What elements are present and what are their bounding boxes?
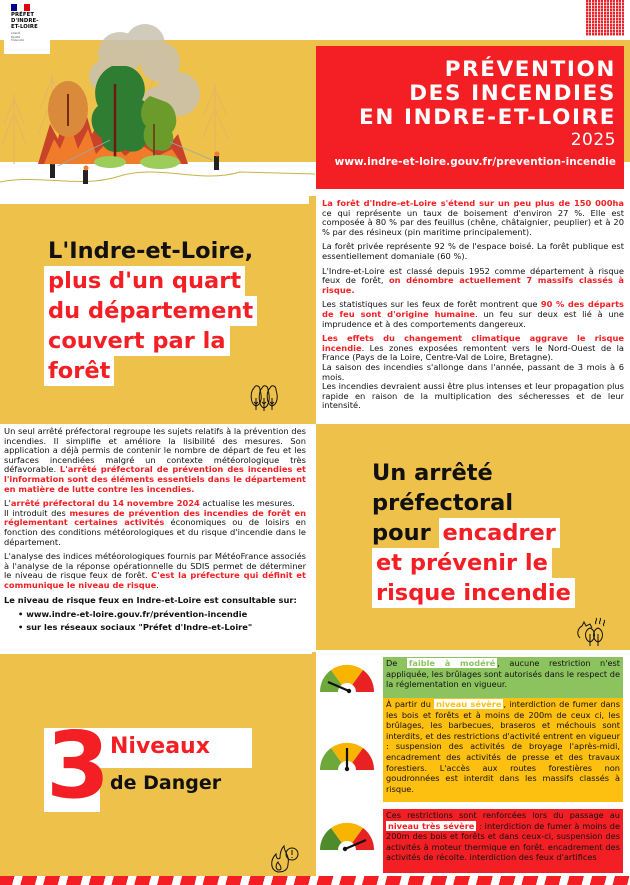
level-tag: faible à modéré	[408, 658, 496, 668]
forest-paragraph	[322, 242, 624, 261]
level-very-severe-box	[383, 809, 623, 873]
logo-line: D'INDRE-	[11, 18, 39, 24]
logo-line: PRÉFET	[11, 12, 35, 18]
body-text: La forêt privée représente 92 % de l'espace boisé. La forêt publique est essentiellement domaniale (60 %).	[322, 241, 624, 261]
trees-icon	[248, 380, 280, 412]
forest-paragraph	[322, 267, 624, 296]
arrete-heading-black: préfectoral	[372, 490, 514, 516]
highlight-text: mesures de prévention des incendies de forêt en réglementant certaines activités	[4, 507, 306, 528]
body-text: Un seul arrêté préfectoral regroupe les sujets relatifs à la prévention des incendies. Il simplifie et améliore la lisibilité des mesures. Son application a déjà permis de contenir le nombre de départ de feu et les surfaces incendiées malgré un contexte météorologique très défavorable.	[4, 426, 306, 475]
title-box	[316, 46, 624, 189]
body-text: À partir du	[386, 699, 435, 709]
forest-text	[322, 199, 624, 416]
body-text: , aucune restriction n'est appliquée, les brûlages sont autorisés dans le respect de la réglementation en vigueur.	[386, 658, 620, 690]
fire-warning-icon	[268, 842, 300, 874]
consult-list	[4, 610, 306, 632]
levels-number: 3	[46, 712, 111, 819]
forest-heading-red: couvert par la	[44, 326, 230, 356]
body-text: L'Indre-et-Loire est classé depuis 1952 comme département à risque feux de forêt,	[322, 265, 624, 286]
arrete-heading-red: encadrer	[439, 518, 560, 548]
arrete-paragraph	[4, 552, 306, 590]
title-line: DES INCENDIES	[409, 81, 616, 106]
motto-line: Fraternité	[11, 39, 24, 43]
motto-line: Liberté	[11, 32, 21, 35]
gauge-low-icon	[316, 660, 378, 694]
title-year: 2025	[570, 130, 616, 150]
logo-motto	[11, 32, 24, 43]
gauge-very-severe-icon	[316, 818, 378, 852]
title-line: PRÉVENTION	[444, 57, 616, 82]
consult-link-social[interactable]: • sur les réseaux sociaux "Préfet d'Indre-et-Loire"	[18, 623, 306, 633]
levels-heading-black: de Danger	[110, 772, 222, 794]
body-text: économiques ou de loisirs en fonction des conditions météorologiques et du risque d'incendie dans le département.	[4, 517, 306, 547]
body-text: Les incendies devraient aussi être plus intenses et leur propagation plus rapide en raison de la multiplication des sécheresses et de leur intensité.	[322, 381, 624, 411]
yellow-stripe	[309, 196, 316, 422]
body-text: Les statistiques sur les feux de forêt montrent que	[322, 299, 541, 310]
arrete-paragraph	[4, 427, 306, 494]
forest-heading-black: L'Indre-et-Loire,	[48, 238, 254, 264]
body-text: Ces restrictions sont renforcées lors du passage au	[386, 810, 620, 820]
forest-paragraph	[322, 300, 624, 329]
body-text: De	[386, 658, 407, 668]
forest-paragraph	[322, 199, 624, 237]
body-text: actualise les mesures.	[199, 498, 295, 509]
highlight-text: on dénombre actuellement 7 massifs classés à risque.	[322, 275, 624, 295]
logo-line: ET-LOIRE	[11, 24, 38, 30]
level-tag: niveau sévère	[436, 699, 502, 709]
arrete-heading	[372, 458, 575, 608]
body-text: , interdiction de fumer dans les bois et forêts et à moins de 200m de ceux ci, les brûlages, les barbecues, braseros et méchouis sont interdits, et des restrictions d'activité entrent en vigueur : suspension des activités de broyage l'après-midi, encadrement des activités de presse et des travaux forestiers. L'accès aux routes forestières non goudronnées est interdit dans les massifs classés à risque.	[386, 699, 620, 794]
logo-text	[11, 12, 39, 30]
french-flag-icon	[11, 4, 30, 11]
highlight-text: La forêt d'Indre-et-Loire s'étend sur un peu plus de 150 000ha	[322, 198, 624, 208]
body-text: . un feu sur deux est lié à une imprudence et à des comportements dangereux.	[322, 308, 624, 329]
body-text: L'analyse des indices météorologiques fournis par MétéoFrance associés à l'analyse de la réponse opérationnelle du SDIS permet de déterminer le niveau de risque feux de forêt.	[4, 551, 306, 581]
consult-link-website[interactable]: • www.indre-et-loire.gouv.fr/prévention-incendie	[18, 610, 306, 620]
consult-label: Le niveau de risque feux en Indre-et-Loire est consultable sur:	[4, 594, 297, 605]
body-text: ce qui représente un taux de boisement d'environ 27 %. Elle est composée à 80 % par des feuillus (chêne, châtaignier, peuplier) et à 20 % par des résineux (pin maritime principalement).	[322, 207, 624, 237]
burning-trees-icon	[576, 614, 608, 646]
highlight-text: C'est la préfecture qui définit et communique le niveau de risque	[4, 570, 306, 590]
arrete-heading-black: pour	[372, 520, 439, 546]
highlight-text: arrêté préfectoral du 14 novembre 2024	[10, 498, 200, 509]
forest-heading-red: plus d'un quart	[44, 266, 245, 296]
motto-line: Égalité	[11, 35, 20, 39]
gauge-severe-icon	[316, 738, 378, 772]
title-line: EN INDRE-ET-LOIRE	[359, 105, 616, 130]
arrete-text	[4, 427, 306, 635]
body-text: : interdiction de fumer à moins de 200m des bois et forêts et dans ceux-ci, suspension des activités à moteur thermique en forêt. encadrement des activités de récolte. interdiction des feux d'artifices	[386, 820, 620, 863]
body-text: Il introduit des	[4, 507, 70, 518]
forest-heading-red: forêt	[44, 356, 114, 386]
body-text: L'	[4, 498, 11, 509]
qr-code[interactable]	[586, 0, 624, 36]
forest-paragraph	[322, 334, 624, 411]
level-low-box	[383, 657, 623, 702]
highlight-text: 90 % des départs de feu sont d'origine humaine	[322, 299, 624, 319]
forest-heading	[44, 236, 257, 386]
body-text: La saison des incendies s'allonge dans l'année, passant de 3 mois à 6 mois.	[322, 361, 624, 382]
title-url-link[interactable]: www.indre-et-loire.gouv.fr/prevention-incendie	[334, 156, 616, 168]
arrete-heading-red: et prévenir le	[372, 548, 552, 578]
forest-heading-red: du département	[44, 296, 257, 326]
arrete-heading-black: Un arrêté	[372, 460, 493, 486]
highlight-text: L'arrêté préfectoral de prévention des incendies et l'information sont des éléments essentiels dans le département en matière de lutte contre les incendies.	[4, 464, 306, 494]
body-text: . Les zones exposées remontent vers le Nord-Ouest de la France (Pays de la Loire, Centre-Val de Loire, Bretagne).	[322, 342, 624, 363]
levels-heading-red: Niveaux	[110, 734, 210, 759]
level-tag: niveau très sévère	[388, 820, 475, 831]
arrete-heading-red: risque incendie	[372, 578, 575, 608]
warning-stripe-border	[0, 876, 630, 885]
highlight-text: Les effets du changement climatique aggrave le risque incendie	[322, 333, 624, 353]
arrete-paragraph	[4, 499, 306, 547]
level-severe-box	[383, 698, 623, 802]
body-text: .	[156, 579, 159, 590]
